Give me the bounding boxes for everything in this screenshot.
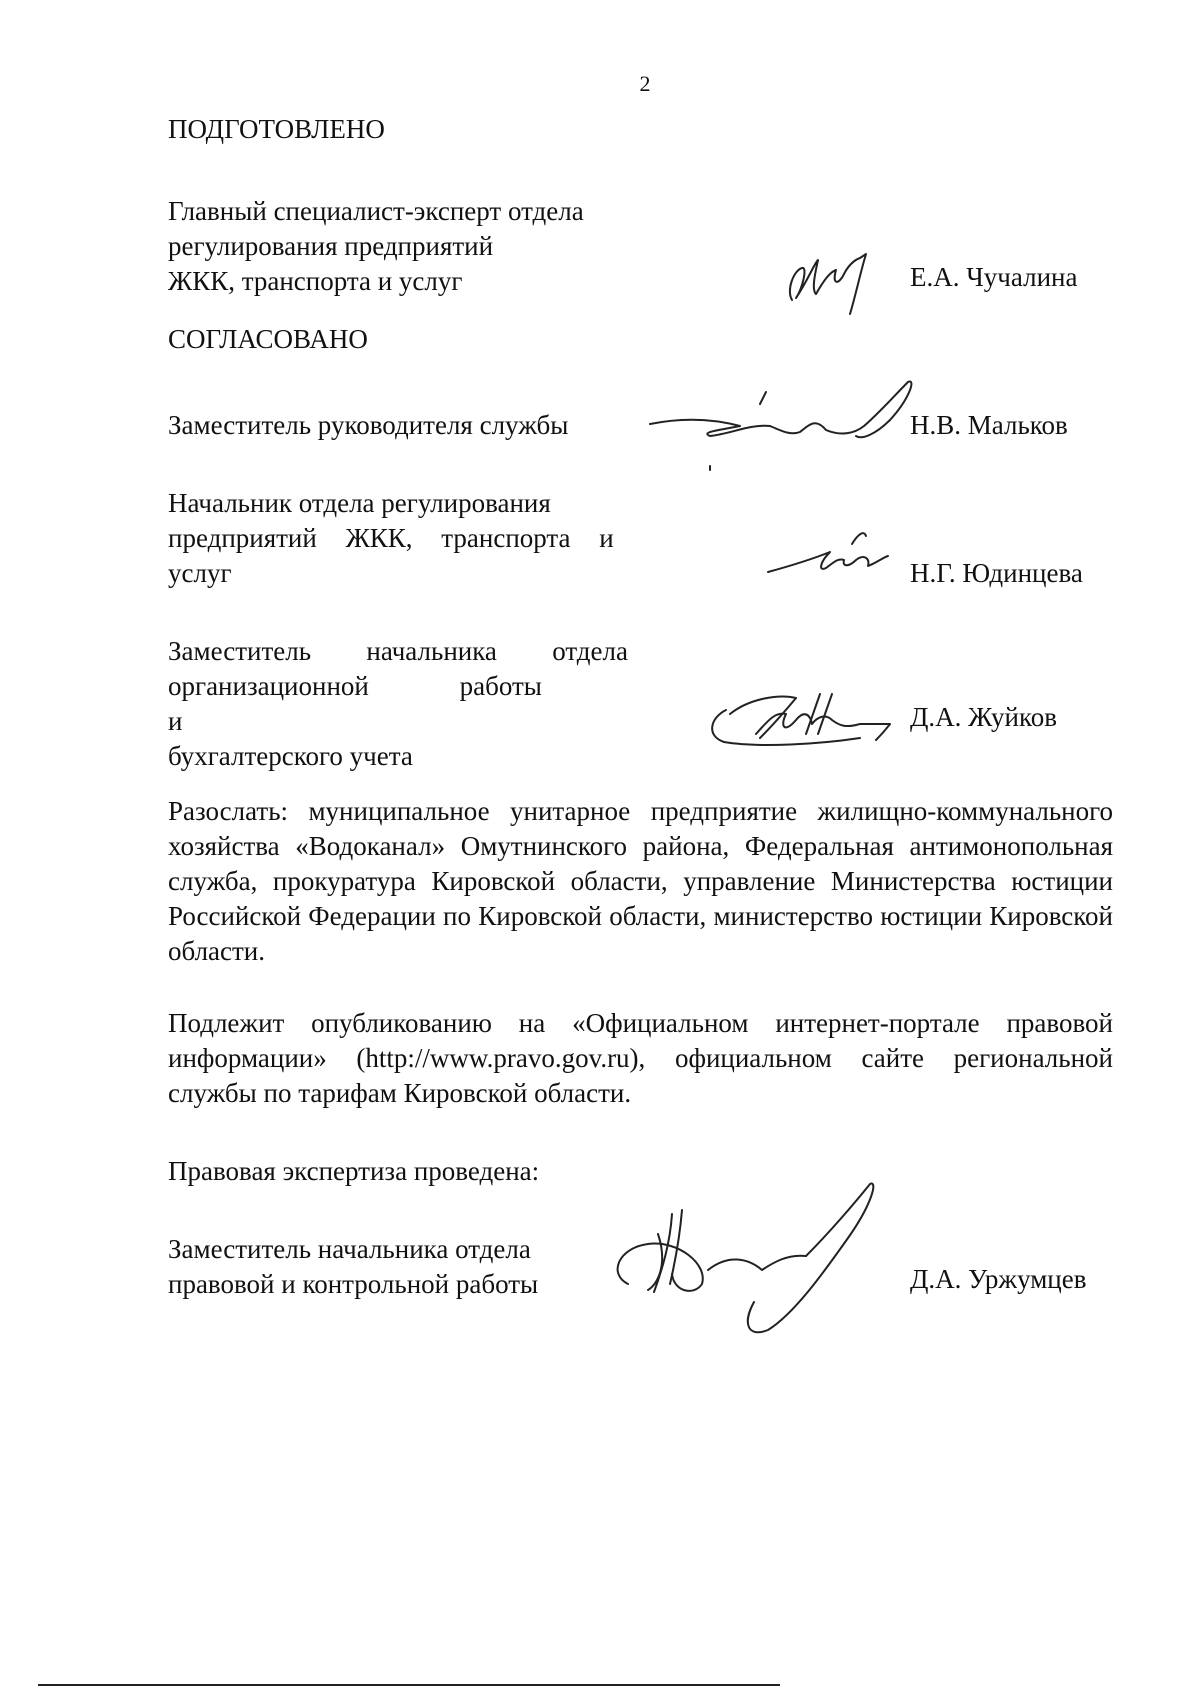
position-line: регулирования предприятий <box>168 231 494 261</box>
position-word: Заместитель <box>168 636 312 666</box>
signer-name: Е.А. Чучалина <box>910 262 1078 292</box>
agreed-position-1 <box>168 408 648 443</box>
signature-malkov <box>640 374 930 484</box>
position-line <box>168 634 628 669</box>
signer-name: Н.Г. Юдинцева <box>910 558 1083 588</box>
publication-text: Подлежит опубликованию на «Официальном интернет-портале правовой информации» (http://www.pravo.gov.ru), официальном сайте региональной службы по тарифам Кировской области. <box>168 1008 1113 1108</box>
signer-name: Д.А. Жуйков <box>910 702 1057 732</box>
position-line: Заместитель начальника отдела <box>168 1234 531 1264</box>
position-line: предприятий ЖКК, транспорта и <box>168 523 614 553</box>
signature-yudintseva <box>760 522 900 592</box>
legal-review-heading: Правовая экспертиза проведена: <box>168 1156 540 1186</box>
position-line: Главный специалист-эксперт отдела <box>168 196 584 226</box>
position-line: бухгалтерского учета <box>168 741 413 771</box>
legal-review-position <box>168 1232 628 1302</box>
position-line: Начальник отдела регулирования <box>168 488 551 518</box>
position-line: организационной работы и <box>168 671 542 736</box>
position-word: начальника <box>366 636 497 666</box>
position-line: правовой и контрольной работы <box>168 1269 539 1299</box>
agreed-position-3 <box>168 634 628 774</box>
footer-divider <box>38 1684 780 1686</box>
agreed-heading: СОГЛАСОВАНО <box>168 324 368 354</box>
position-word: отдела <box>552 636 628 666</box>
position-line: услуг <box>168 558 232 588</box>
prepared-heading: ПОДГОТОВЛЕНО <box>168 114 385 144</box>
signature-chuchalina <box>780 250 890 320</box>
signature-urzhumtsev <box>598 1174 888 1334</box>
position-line: ЖКК, транспорта и услуг <box>168 266 463 296</box>
signer-name: Н.В. Мальков <box>910 410 1068 440</box>
prepared-position <box>168 194 628 299</box>
distribution-text: Разослать: муниципальное унитарное предприятие жилищно-коммунального хозяйства «Водоканал» Омутнинского района, Федеральная антимонопольная служба, прокуратура Кировской области, управление Министерства юстиции Российской Федерации по Кировской области, министерство юстиции Кировской области. <box>168 796 1113 966</box>
signature-zhuykov <box>700 674 920 754</box>
agreed-position-2 <box>168 486 628 591</box>
position-line: Заместитель руководителя службы <box>168 410 569 440</box>
signer-name: Д.А. Уржумцев <box>910 1264 1087 1294</box>
page-number: 2 <box>639 71 651 96</box>
